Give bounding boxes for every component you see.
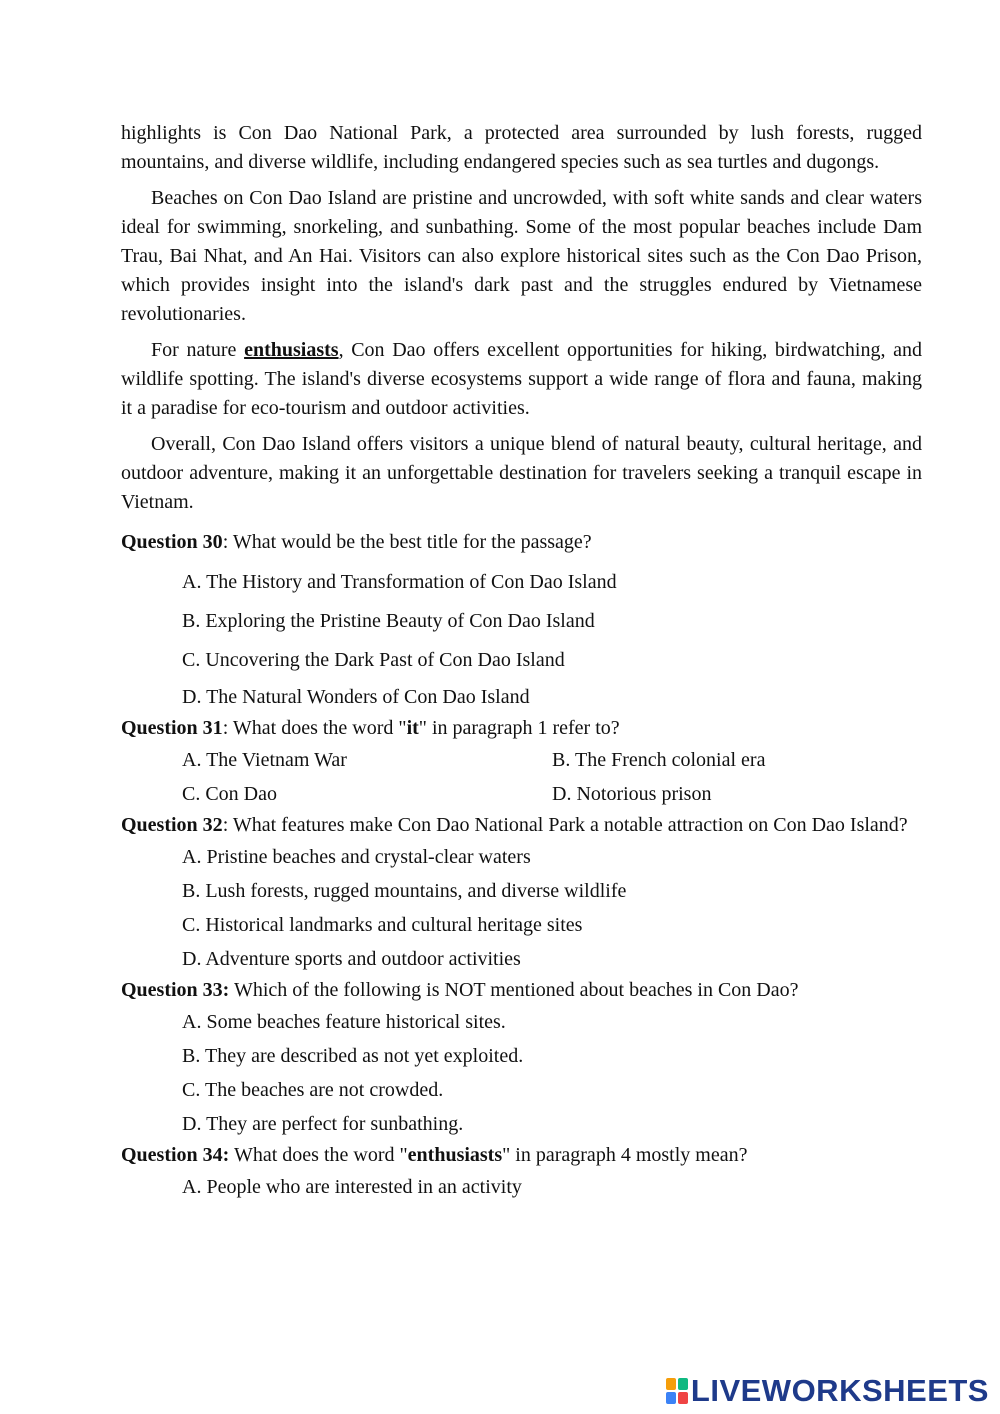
passage-paragraph-4: Overall, Con Dao Island offers visitors a unique blend of natural beauty, cultural heritage, and outdoor adventure, making it an unforgettable destination for travelers seeking a tranquil escape in Vietnam.	[121, 433, 922, 513]
question-31-options-row-1	[121, 743, 922, 777]
liveworksheets-brand	[666, 1374, 989, 1408]
question-31-stem	[121, 714, 922, 743]
question-33-stem	[121, 976, 922, 1005]
paragraph-3-rest: , Con Dao offers excellent opportunities for hiking, birdwatching, and wildlife spotting. The island's diverse ecosystems support a wide range of flora and fauna, making it a paradise for eco-tourism and outdoor activities.	[121, 339, 922, 419]
passage-paragraph-2: Beaches on Con Dao Island are pristine and uncrowded, with soft white sands and clear waters ideal for swimming, snorkeling, and sunbathing. Some of the most popular beaches include Dam Trau, Bai Nhat, and An Hai. Visitors can also explore historical sites such as the Con Dao Prison, which provides insight into the island's dark past and the struggles endured by Vietnamese revolutionaries.	[121, 187, 922, 325]
question-34-keyword: enthusiasts	[407, 1144, 503, 1166]
paragraph-3-lead: For nature	[151, 339, 245, 361]
question-34-stem	[121, 1141, 922, 1170]
question-34-text-after: " in paragraph 4 mostly mean?	[502, 1144, 748, 1166]
question-33	[121, 976, 922, 1141]
question-34-option-a[interactable]: A. People who are interested in an activity	[182, 1176, 522, 1198]
question-31-options-row-2	[121, 777, 922, 811]
worksheet-page	[121, 119, 922, 1204]
question-31-text-before: : What does the word "	[222, 717, 407, 739]
question-33-option-b[interactable]: B. They are described as not yet exploited.	[182, 1045, 524, 1067]
question-31-keyword: it	[406, 717, 419, 739]
question-31	[121, 714, 922, 811]
question-31-label: Question 31	[121, 717, 223, 739]
question-30-option-c[interactable]: C. Uncovering the Dark Past of Con Dao Island	[182, 649, 565, 671]
question-32-option-a[interactable]: A. Pristine beaches and crystal-clear waters	[182, 846, 531, 868]
question-30-text: : What would be the best title for the passage?	[222, 531, 592, 553]
question-31-option-a[interactable]: A. The Vietnam War	[182, 749, 347, 771]
question-32-option-d[interactable]: D. Adventure sports and outdoor activities	[182, 948, 521, 970]
question-32-label: Question 32	[121, 814, 223, 836]
question-33-label: Question 33:	[121, 979, 230, 1001]
question-32-stem	[121, 811, 922, 840]
question-31-option-c[interactable]: C. Con Dao	[182, 783, 277, 805]
question-30-option-d[interactable]: D. The Natural Wonders of Con Dao Island	[182, 686, 530, 708]
question-31-option-b[interactable]: B. The French colonial era	[552, 749, 766, 771]
question-33-option-c[interactable]: C. The beaches are not crowded.	[182, 1079, 444, 1101]
question-34-text-before: What does the word "	[229, 1144, 408, 1166]
question-31-option-d[interactable]: D. Notorious prison	[552, 783, 712, 805]
question-32	[121, 811, 922, 976]
question-30	[121, 528, 922, 714]
question-33-text: Which of the following is NOT mentioned about beaches in Con Dao?	[229, 979, 799, 1001]
passage-paragraph-3	[121, 336, 922, 423]
passage-paragraph-1: highlights is Con Dao National Park, a protected area surrounded by lush forests, rugged mountains, and diverse wildlife, including endangered species such as sea turtles and dugongs.	[121, 122, 922, 173]
question-30-option-a[interactable]: A. The History and Transformation of Con Dao Island	[182, 571, 617, 593]
question-34	[121, 1141, 922, 1204]
question-30-label: Question 30	[121, 531, 223, 553]
question-33-option-a[interactable]: A. Some beaches feature historical sites.	[182, 1011, 506, 1033]
question-30-stem	[121, 528, 922, 563]
question-30-option-b[interactable]: B. Exploring the Pristine Beauty of Con Dao Island	[182, 610, 595, 632]
liveworksheets-logo-icon	[666, 1378, 688, 1404]
question-33-option-d[interactable]: D. They are perfect for sunbathing.	[182, 1113, 464, 1135]
question-32-option-b[interactable]: B. Lush forests, rugged mountains, and diverse wildlife	[182, 880, 627, 902]
question-32-text: : What features make Con Dao National Park a notable attraction on Con Dao Island?	[222, 814, 908, 836]
question-32-option-c[interactable]: C. Historical landmarks and cultural heritage sites	[182, 914, 583, 936]
liveworksheets-wordmark: LIVEWORKSHEETS	[690, 1373, 989, 1408]
highlighted-word-enthusiasts: enthusiasts	[244, 339, 339, 361]
question-34-label: Question 34:	[121, 1144, 230, 1166]
question-31-text-after: " in paragraph 1 refer to?	[418, 717, 620, 739]
